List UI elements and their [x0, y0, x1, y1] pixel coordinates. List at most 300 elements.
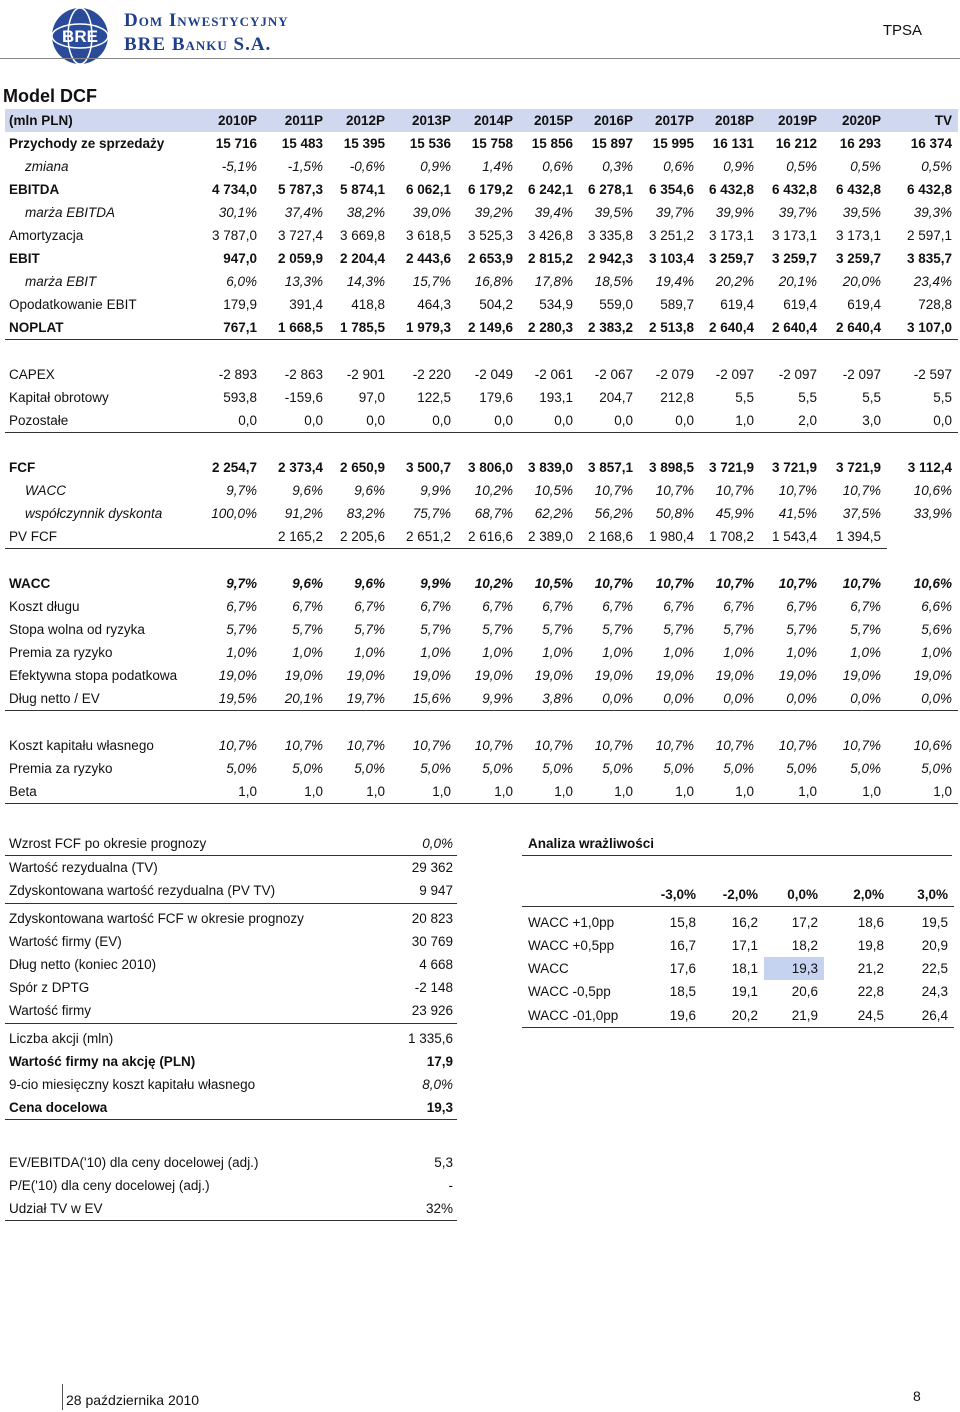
- table-cell: -2 079: [655, 367, 694, 382]
- table-row: [5, 456, 958, 479]
- sensitivity-row: [522, 934, 954, 957]
- table-cell: 0,0: [519, 409, 579, 433]
- sensitivity-table: [522, 883, 954, 1028]
- table-cell: 212,8: [660, 390, 694, 405]
- table-cell: 3 173,1: [835, 228, 881, 243]
- table-cell: 10,7%: [655, 576, 694, 591]
- table-row: [5, 502, 958, 525]
- table-cell: 20,1%: [263, 687, 329, 711]
- table-cell: 6 432,8: [835, 182, 881, 197]
- row-label: EBITDA: [9, 182, 60, 197]
- table-cell: 5,7%: [663, 622, 694, 637]
- table-cell: 1 708,2: [700, 525, 760, 549]
- table-cell: 559,0: [599, 297, 633, 312]
- table-cell: 100,0%: [211, 506, 257, 521]
- table-cell: 2,0: [760, 409, 823, 433]
- table-cell: 2 651,2: [391, 525, 457, 549]
- table-cell: 1,0%: [921, 645, 952, 660]
- table-row: [5, 687, 958, 711]
- table-cell: 91,2%: [284, 506, 323, 521]
- growth-header: -2,0%: [702, 883, 764, 907]
- table-cell: 15 395: [343, 136, 385, 151]
- table-cell: 10,7%: [842, 483, 881, 498]
- table-cell: -2 863: [284, 367, 323, 382]
- table-cell: 391,4: [289, 297, 323, 312]
- table-cell: 16,8%: [474, 274, 513, 289]
- sensitivity-label: WACC +1,0pp: [528, 915, 615, 931]
- table-cell: 39,3%: [913, 205, 952, 220]
- table-cell: 1,0: [887, 780, 958, 804]
- table-cell: 5,0%: [723, 761, 754, 776]
- table-cell: 1 785,5: [329, 316, 391, 340]
- sensitivity-cell: 20,6: [791, 984, 818, 1000]
- table-cell: 5,0%: [542, 761, 573, 776]
- brand-name-line2: BRE Banku S.A.: [124, 34, 272, 55]
- table-cell: 593,8: [223, 390, 257, 405]
- year-header: 2020P: [823, 109, 887, 132]
- table-cell: 5,0%: [786, 761, 817, 776]
- table-cell: 3 112,4: [907, 460, 952, 475]
- table-cell: 39,4%: [534, 205, 573, 220]
- table-cell: 1,0: [201, 780, 263, 804]
- table-cell: 418,8: [351, 297, 385, 312]
- sensitivity-cell: 18,5: [669, 984, 696, 1000]
- table-cell: 10,7%: [412, 738, 451, 753]
- table-cell: 1,0: [823, 780, 887, 804]
- table-cell: 6,0%: [226, 274, 257, 289]
- table-cell: 5,0%: [850, 761, 881, 776]
- sensitivity-cell: 20,2: [702, 1003, 764, 1027]
- table-cell: 9,9%: [420, 483, 451, 498]
- valuation-label: Zdyskontowana wartość FCF w okresie prognozy: [9, 910, 304, 926]
- table-row: [5, 363, 958, 386]
- sensitivity-header-row: [522, 883, 954, 907]
- table-row: [5, 178, 958, 201]
- row-label: marża EBIT: [25, 274, 97, 289]
- table-cell: 1,0%: [482, 645, 513, 660]
- sensitivity-cell: 19,8: [857, 938, 884, 954]
- table-cell: 10,7%: [474, 738, 513, 753]
- table-cell: 0,0%: [639, 687, 700, 711]
- row-label: Premia za ryzyko: [9, 645, 113, 660]
- table-cell: [887, 525, 958, 549]
- sensitivity-title-divider: [522, 855, 952, 856]
- table-cell: 2 653,9: [467, 251, 513, 266]
- sensitivity-row: [522, 957, 954, 980]
- table-cell: 56,2%: [594, 506, 633, 521]
- year-header: 2012P: [329, 109, 391, 132]
- table-cell: -2 097: [842, 367, 881, 382]
- table-row: [5, 664, 958, 687]
- table-cell: 122,5: [417, 390, 451, 405]
- sensitivity-cell: 24,5: [824, 1003, 890, 1027]
- table-cell: 1,0%: [354, 645, 385, 660]
- table-cell: 15 483: [281, 136, 323, 151]
- sensitivity-row: [522, 911, 954, 934]
- multiple-value: -: [448, 1178, 453, 1193]
- table-cell: 2 640,4: [823, 316, 887, 340]
- table-cell: 37,4%: [284, 205, 323, 220]
- valuation-row: [5, 1050, 457, 1073]
- table-cell: 5,7%: [542, 622, 573, 637]
- table-cell: 75,7%: [412, 506, 451, 521]
- table-cell: 10,6%: [913, 738, 952, 753]
- sensitivity-cell: 22,8: [857, 984, 884, 1000]
- table-cell: 0,9%: [723, 159, 754, 174]
- table-cell: 19,0%: [474, 668, 513, 683]
- table-cell: 1,0: [579, 780, 639, 804]
- sensitivity-label: WACC -0,5pp: [528, 984, 611, 1000]
- table-cell: 9,7%: [226, 483, 257, 498]
- table-cell: 3 173,1: [771, 228, 817, 243]
- valuation-label: Cena docelowa: [5, 1096, 365, 1120]
- table-cell: 193,1: [539, 390, 573, 405]
- valuation-value: 30 769: [411, 933, 453, 949]
- table-cell: -159,6: [284, 390, 323, 405]
- sensitivity-cell: 19,1: [731, 984, 758, 1000]
- table-cell: 39,5%: [594, 205, 633, 220]
- table-cell: 5,7%: [354, 622, 385, 637]
- table-cell: 5 874,1: [339, 182, 385, 197]
- table-cell: 4 734,0: [211, 182, 257, 197]
- table-cell: 10,7%: [594, 738, 633, 753]
- table-cell: 2 597,1: [906, 228, 952, 243]
- table-cell: 6 432,8: [906, 182, 952, 197]
- table-cell: 16 212: [775, 136, 817, 151]
- table-cell: 2 280,3: [519, 316, 579, 340]
- multiple-label: Udział TV w EV: [5, 1197, 365, 1221]
- table-cell: 1,4%: [482, 159, 513, 174]
- valuation-value: 17,9: [426, 1053, 453, 1069]
- table-cell: 3,0: [823, 409, 887, 433]
- valuation-label: Wartość firmy na akcję (PLN): [9, 1053, 196, 1069]
- table-cell: 17,8%: [534, 274, 573, 289]
- table-cell: 1,0: [639, 780, 700, 804]
- sensitivity-label: WACC +0,5pp: [528, 938, 615, 954]
- table-cell: -2 049: [474, 367, 513, 382]
- table-cell: 6 062,1: [405, 182, 451, 197]
- row-label: Koszt długu: [9, 599, 80, 614]
- table-cell: 10,7%: [778, 738, 817, 753]
- table-cell: 6,6%: [921, 599, 952, 614]
- table-cell: 2 059,9: [277, 251, 323, 266]
- table-cell: 1,0: [519, 780, 579, 804]
- table-cell: 0,3%: [602, 159, 633, 174]
- table-cell: 179,6: [479, 390, 513, 405]
- table-cell: 2 204,4: [339, 251, 385, 266]
- valuation-label: Zdyskontowana wartość rezydualna (PV TV): [5, 879, 365, 903]
- table-cell: 9,9%: [420, 576, 451, 591]
- unit-label: (mln PLN): [5, 109, 201, 132]
- table-row: [5, 409, 958, 433]
- table-cell: 728,8: [918, 297, 952, 312]
- sensitivity-cell: 17,2: [791, 915, 818, 931]
- table-cell: 464,3: [417, 297, 451, 312]
- table-cell: 5,7%: [850, 622, 881, 637]
- multiple-label: P/E('10) dla ceny docelowej (adj.): [9, 1178, 210, 1193]
- valuation-row: [5, 1027, 457, 1050]
- table-cell: 179,9: [223, 297, 257, 312]
- row-label: Przychody ze sprzedaży: [9, 136, 165, 151]
- table-cell: -2 061: [534, 367, 573, 382]
- valuation-value: -2 148: [414, 980, 453, 996]
- growth-header: 0,0%: [764, 883, 824, 907]
- table-cell: 10,6%: [913, 576, 952, 591]
- table-cell: 6,7%: [420, 599, 451, 614]
- sensitivity-label: WACC -01,0pp: [522, 1003, 642, 1027]
- multiple-row: [5, 1174, 457, 1197]
- table-cell: 9,6%: [292, 483, 323, 498]
- table-cell: 5,7%: [226, 622, 257, 637]
- table-cell: 6,7%: [663, 599, 694, 614]
- brand-name-line1: Dom Inwestycyjny: [124, 10, 289, 31]
- table-cell: 2 383,2: [579, 316, 639, 340]
- sensitivity-cell: 19,5: [921, 915, 948, 931]
- row-label: WACC: [9, 576, 51, 591]
- table-cell: 41,5%: [778, 506, 817, 521]
- table-cell: 3 727,4: [277, 228, 323, 243]
- spacer-row: [5, 549, 958, 573]
- table-cell: 5 787,3: [277, 182, 323, 197]
- row-label: WACC: [25, 483, 67, 498]
- table-cell: 15 536: [409, 136, 451, 151]
- valuation-label: Wartość firmy (EV): [9, 933, 122, 949]
- table-cell: 10,5%: [534, 483, 573, 498]
- table-cell: -2 901: [346, 367, 385, 382]
- table-cell: 1,0: [700, 780, 760, 804]
- table-cell: 1,0%: [226, 645, 257, 660]
- table-cell: 5,7%: [420, 622, 451, 637]
- table-cell: 3 173,1: [708, 228, 754, 243]
- table-cell: 6,7%: [292, 599, 323, 614]
- growth-header: -3,0%: [642, 883, 702, 907]
- table-row: [5, 293, 958, 316]
- table-cell: 1,0: [391, 780, 457, 804]
- valuation-row: [5, 976, 457, 999]
- table-cell: 0,0%: [760, 687, 823, 711]
- table-cell: 15 716: [215, 136, 257, 151]
- table-row: [5, 132, 958, 155]
- table-cell: 5,5: [735, 390, 754, 405]
- table-cell: 6 432,8: [708, 182, 754, 197]
- valuation-value: 20 823: [411, 910, 453, 926]
- table-cell: 589,7: [660, 297, 694, 312]
- valuation-row: [5, 953, 457, 976]
- table-cell: 20,1%: [778, 274, 817, 289]
- table-cell: 10,7%: [715, 576, 754, 591]
- table-cell: 204,7: [599, 390, 633, 405]
- table-cell: 10,7%: [594, 483, 633, 498]
- table-cell: 3 835,7: [906, 251, 952, 266]
- table-cell: 38,2%: [346, 205, 385, 220]
- sensitivity-cell: 19,6: [642, 1003, 702, 1027]
- row-label: Koszt kapitału własnego: [9, 738, 154, 753]
- year-header: 2013P: [391, 109, 457, 132]
- table-cell: 947,0: [223, 251, 257, 266]
- table-cell: -1,5%: [287, 159, 323, 174]
- spacer-cell: [5, 433, 958, 457]
- table-cell: -2 067: [594, 367, 633, 382]
- table-cell: 5,7%: [723, 622, 754, 637]
- valuation-label: Wzrost FCF po okresie prognozy: [5, 832, 365, 856]
- year-header: 2014P: [457, 109, 519, 132]
- valuation-label: 9-cio miesięczny koszt kapitału własnego: [9, 1076, 256, 1092]
- sensitivity-cell: 17,6: [669, 961, 696, 977]
- spacer-row: [5, 340, 958, 364]
- row-label: Stopa wolna od ryzyka: [9, 622, 145, 637]
- valuation-value: 19,3: [365, 1096, 457, 1120]
- table-cell: 50,8%: [655, 506, 694, 521]
- table-cell: 2 373,4: [277, 460, 323, 475]
- table-cell: 0,0: [201, 409, 263, 433]
- page-title: Model DCF: [3, 86, 97, 106]
- spacer-cell: [5, 340, 958, 364]
- table-cell: 10,7%: [346, 738, 385, 753]
- valuation-row: [5, 856, 457, 880]
- table-cell: 3 259,7: [835, 251, 881, 266]
- table-cell: 5,7%: [482, 622, 513, 637]
- table-cell: 5,0%: [292, 761, 323, 776]
- table-cell: 3 721,9: [771, 460, 817, 475]
- table-cell: 2 815,2: [527, 251, 573, 266]
- table-cell: 534,9: [539, 297, 573, 312]
- table-cell: 23,4%: [913, 274, 952, 289]
- valuation-row: [5, 930, 457, 953]
- year-header: TV: [887, 109, 958, 132]
- table-cell: 18,5%: [594, 274, 633, 289]
- valuation-label: Spór z DPTG: [9, 980, 90, 996]
- row-label: CAPEX: [9, 367, 55, 382]
- table-cell: 19,0%: [655, 668, 694, 683]
- multiple-value: 32%: [365, 1197, 457, 1221]
- table-cell: 3 721,9: [708, 460, 754, 475]
- corner-cell: [522, 883, 642, 907]
- table-cell: 0,5%: [786, 159, 817, 174]
- spacer-cell: [5, 711, 958, 735]
- row-label: Premia za ryzyko: [9, 761, 113, 776]
- table-cell: 6,7%: [850, 599, 881, 614]
- ticker: TPSA: [882, 22, 922, 39]
- table-cell: 2 640,4: [760, 316, 823, 340]
- table-cell: 1 394,5: [823, 525, 887, 549]
- sensitivity-cell: 21,9: [764, 1003, 824, 1027]
- table-cell: 15 856: [531, 136, 573, 151]
- table-cell: 0,5%: [850, 159, 881, 174]
- multiple-label: EV/EBITDA('10) dla ceny docelowej (adj.): [9, 1155, 259, 1170]
- table-cell: 1,0%: [420, 645, 451, 660]
- table-cell: 20,0%: [842, 274, 881, 289]
- row-label: Amortyzacja: [9, 228, 84, 243]
- table-cell: 10,7%: [655, 483, 694, 498]
- table-cell: 3 618,5: [405, 228, 451, 243]
- year-header: 2018P: [700, 109, 760, 132]
- table-cell: 3 525,3: [467, 228, 513, 243]
- row-label: współczynnik dyskonta: [25, 506, 163, 521]
- spacer-row: [5, 433, 958, 457]
- table-cell: 2 616,6: [457, 525, 519, 549]
- table-cell: 10,7%: [842, 576, 881, 591]
- valuation-row: [5, 999, 457, 1023]
- table-cell: 1 668,5: [263, 316, 329, 340]
- table-cell: 0,9%: [420, 159, 451, 174]
- table-cell: 5,6%: [921, 622, 952, 637]
- table-cell: 9,6%: [354, 576, 385, 591]
- table-cell: 20,2%: [715, 274, 754, 289]
- table-cell: 0,0: [639, 409, 700, 433]
- table-row: [5, 386, 958, 409]
- table-cell: 19,0%: [412, 668, 451, 683]
- table-cell: 10,7%: [715, 738, 754, 753]
- valuation-row: [5, 907, 457, 930]
- table-cell: 0,0: [329, 409, 391, 433]
- table-cell: 6 432,8: [771, 182, 817, 197]
- sensitivity-cell: 18,2: [791, 938, 818, 954]
- table-cell: 1,0: [329, 780, 391, 804]
- table-cell: 3 500,7: [405, 460, 451, 475]
- table-cell: 0,0: [887, 409, 958, 433]
- table-cell: -0,6%: [349, 159, 385, 174]
- table-cell: 3 806,0: [467, 460, 513, 475]
- table-cell: 2 165,2: [263, 525, 329, 549]
- row-label: Beta: [5, 780, 201, 804]
- table-cell: 0,0: [457, 409, 519, 433]
- table-cell: 3 426,8: [527, 228, 573, 243]
- valuation-value: 29 362: [411, 860, 453, 876]
- table-cell: 45,9%: [715, 506, 754, 521]
- table-cell: 37,5%: [842, 506, 881, 521]
- table-row: [5, 572, 958, 595]
- table-cell: 39,7%: [778, 205, 817, 220]
- year-header: 2016P: [579, 109, 639, 132]
- table-cell: 0,6%: [663, 159, 694, 174]
- table-cell: 3 721,9: [835, 460, 881, 475]
- table-cell: 10,2%: [474, 483, 513, 498]
- table-cell: 39,2%: [474, 205, 513, 220]
- table-cell: 10,7%: [842, 738, 881, 753]
- table-cell: 0,5%: [921, 159, 952, 174]
- table-cell: 1,0%: [292, 645, 323, 660]
- table-cell: 0,0%: [579, 687, 639, 711]
- spacer-cell: [5, 549, 958, 573]
- table-cell: 2 254,7: [211, 460, 257, 475]
- table-cell: 15,7%: [412, 274, 451, 289]
- table-cell: 2 650,9: [339, 460, 385, 475]
- table-cell: 10,7%: [284, 738, 323, 753]
- table-row: [5, 525, 958, 549]
- table-cell: 0,0%: [700, 687, 760, 711]
- table-cell: 9,6%: [292, 576, 323, 591]
- sensitivity-cell: 19,3: [764, 957, 824, 980]
- row-label: Dług netto / EV: [5, 687, 201, 711]
- table-row: [5, 734, 958, 757]
- sensitivity-cell: 20,9: [921, 938, 948, 954]
- sensitivity-cell: 22,5: [921, 961, 948, 977]
- table-cell: 1 979,3: [391, 316, 457, 340]
- table-cell: 39,9%: [715, 205, 754, 220]
- table-cell: 2 389,0: [519, 525, 579, 549]
- table-cell: 15 758: [471, 136, 513, 151]
- year-header: 2011P: [263, 109, 329, 132]
- table-cell: 2 513,8: [639, 316, 700, 340]
- table-cell: 2 443,6: [405, 251, 451, 266]
- table-cell: 19,0%: [594, 668, 633, 683]
- table-cell: 15 995: [652, 136, 694, 151]
- page-number: 8: [913, 1388, 921, 1404]
- table-cell: 619,4: [720, 297, 754, 312]
- table-cell: 2 149,6: [457, 316, 519, 340]
- table-cell: 5,5: [933, 390, 952, 405]
- sensitivity-title: Analiza wrażliwości: [528, 836, 655, 851]
